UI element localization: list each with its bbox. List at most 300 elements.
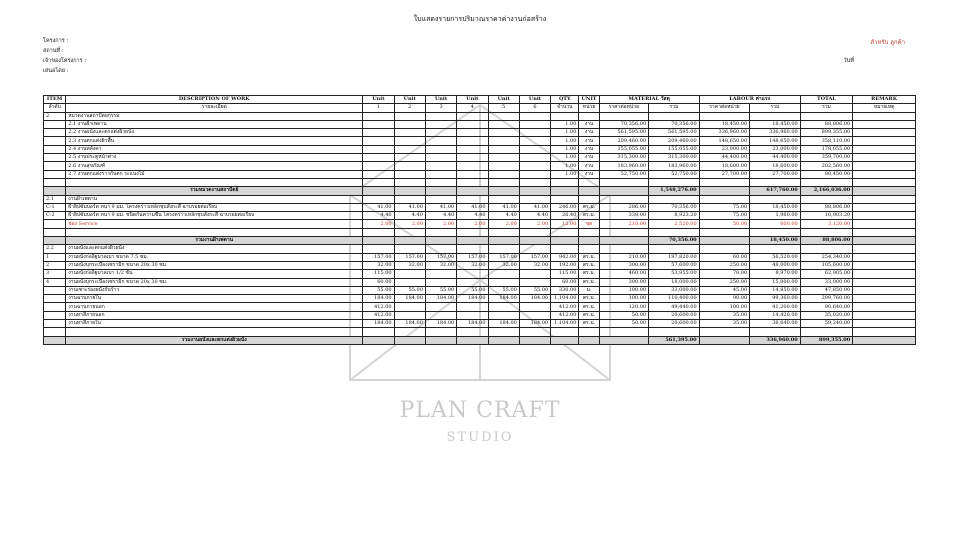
table-cell [649,178,700,186]
table-cell [599,336,649,344]
table-cell: งาน [579,120,599,128]
table-cell: 50.00 [699,220,750,228]
table-row [44,253,916,261]
table-cell [519,270,550,278]
table-cell: 18,450.00 [750,237,801,245]
table-cell [853,228,916,236]
table-cell [457,270,488,278]
table-cell: รวมงานฝ้าเพดาน [66,237,363,245]
table-cell [363,195,394,203]
table-cell [519,228,550,236]
table-cell [44,237,66,245]
table-cell: 246.00 [551,203,579,211]
table-cell: ตร.ม. [579,270,599,278]
table-cell [44,303,66,311]
table-cell: 47,850.00 [800,286,853,294]
table-cell [579,328,599,336]
table-cell [363,137,394,145]
table-cell [579,336,599,344]
table-cell: 4.40 [488,212,519,220]
table-cell: 155,055.00 [599,145,649,153]
table-cell [853,137,916,145]
table-cell: 254,340.00 [800,253,853,261]
table-cell [853,270,916,278]
table-row [44,154,916,162]
table-cell [425,170,456,178]
table-cell [363,187,394,195]
table-cell: 210.00 [599,253,649,261]
table-cell: 157.00 [394,253,425,261]
table-cell [488,178,519,186]
table-cell [551,178,579,186]
table-cell: 2.1 งานฝ้าเพดาน [66,120,363,128]
table-row [44,145,916,153]
table-cell [394,237,425,245]
table-cell: ฝ้ายิปซั่มบอร์ด หนา 9 มม. ชนิดกันความชื้น โครงคร่าวเหล็กชุบสังกะสี ฉาบรอยต่อเรียบ [66,212,363,220]
table-cell [44,170,66,178]
header-unit-5: Unit [488,96,519,104]
table-cell [394,303,425,311]
table-cell: 155,055.00 [649,145,700,153]
table-cell [425,245,456,253]
table-cell: ช่อง Service [66,220,363,228]
table-cell: 18,600.00 [699,162,750,170]
table-cell [599,328,649,336]
table-cell [551,237,579,245]
subheader-cell: รายละเอียด [66,104,363,112]
table-cell: 1.00 [551,137,579,145]
table-row [44,270,916,278]
table-cell: 1.00 [551,154,579,162]
table-cell [425,178,456,186]
table-cell: 52,750.00 [599,170,649,178]
table-cell [488,195,519,203]
table-cell: 250.00 [699,278,750,286]
table-cell: ตร.ม. [579,261,599,269]
table-cell: 184.00 [425,295,456,303]
table-cell [394,120,425,128]
table-cell [699,237,750,245]
subheader-cell: 5 [488,104,519,112]
table-cell [519,162,550,170]
table-cell: งานทาสีภายนอก [66,311,363,319]
subheader-cell: ราคาต่อหน่วย [599,104,649,112]
subtotal-row [44,187,916,195]
table-cell [44,137,66,145]
table-cell [488,270,519,278]
table-cell [425,154,456,162]
table-cell [488,145,519,153]
table-cell: ม. [579,286,599,294]
table-cell: ฝ้ายิปซั่มบอร์ด หนา 9 มม. โครงคร่าวเหล็กชุบสังกะสี ฉาบรอยต่อเรียบ [66,203,363,211]
table-cell: 336,960.00 [750,129,801,137]
subheader-cell: รวม [649,104,700,112]
table-cell [394,328,425,336]
table-cell [519,328,550,336]
table-cell: C-2 [44,212,66,220]
table-row [44,203,916,211]
table-cell [44,228,66,236]
table-cell: 184.00 [519,295,550,303]
table-cell [853,203,916,211]
table-cell [425,162,456,170]
location-label: สถานที่ : [43,48,64,54]
table-cell: 115.00 [363,270,394,278]
section-row [44,245,916,253]
table-cell [457,328,488,336]
table-cell: 184.00 [488,320,519,328]
table-cell [488,311,519,319]
table-cell: 2.3 งานตกแต่งผิวพื้น [66,137,363,145]
table-cell [488,278,519,286]
table-cell: 110,400.00 [649,295,700,303]
table-cell: 561,595.00 [599,129,649,137]
table-cell: 60.00 [699,253,750,261]
table-cell [519,120,550,128]
table-cell: C-1 [44,203,66,211]
table-row [44,228,916,236]
table-cell [599,237,649,245]
subheader-cell: 4 [457,104,488,112]
customer-label: สำหรับ ลูกค้า [870,39,905,46]
table-cell: 338.00 [599,212,649,220]
table-cell: 2.2 งานผนังและตกแต่งผิวผนัง [66,129,363,137]
table-cell: ตร.ม. [579,311,599,319]
table-cell [44,286,66,294]
table-cell [488,245,519,253]
document-title: ใบแสดงรายการปริมาณราคาค่างานก่อสร้าง [413,15,547,23]
table-cell: 1 [44,253,66,261]
table-cell [519,137,550,145]
table-cell: 2.7 งานตกแต่งราวกันตก ระแนงไม้ [66,170,363,178]
subheader-cell: หน่วย [579,104,599,112]
table-cell: 2,520.00 [649,220,700,228]
table-cell: 4.40 [363,212,394,220]
table-cell: 53,955.00 [649,270,700,278]
estimator-label: เสนอโดย : [43,68,69,74]
table-cell [853,245,916,253]
table-cell [363,328,394,336]
table-cell: 4 [44,278,66,286]
table-row [44,178,916,186]
subheader-cell: ลำดับ [44,104,66,112]
table-cell [363,178,394,186]
table-cell: 50.00 [599,320,649,328]
table-cell: 2.00 [425,220,456,228]
table-cell: งานทาสีภายใน [66,320,363,328]
table-cell: 57,600.00 [649,261,700,269]
table-cell [519,195,550,203]
table-cell [488,187,519,195]
table-cell [551,112,579,120]
table-row [44,278,916,286]
table-cell: 358,110.00 [800,137,853,145]
table-cell [425,270,456,278]
table-cell [425,137,456,145]
table-cell: 2.00 [363,220,394,228]
table-cell [599,195,649,203]
table-cell: 3 [44,270,66,278]
table-cell: ตร.ม. [579,253,599,261]
table-cell [488,237,519,245]
table-cell: 899,355.00 [800,129,853,137]
header-unit-4: Unit [457,96,488,104]
table-cell: 1,104.00 [551,320,579,328]
table-cell [363,170,394,178]
table-cell: 80,450.00 [800,170,853,178]
table-cell: 45.00 [699,286,750,294]
table-cell [519,303,550,311]
table-cell [394,145,425,153]
header-material: MATERIAL วัสดุ [599,96,699,104]
table-cell: 18,600.00 [750,162,801,170]
table-cell [853,286,916,294]
table-row [44,320,916,328]
table-cell [853,145,916,153]
table-cell [699,245,750,253]
table-cell: 2 [44,112,66,120]
table-cell [519,278,550,286]
table-cell [488,129,519,137]
boq-table [43,95,916,345]
table-cell [425,112,456,120]
table-cell: 4.40 [425,212,456,220]
table-cell [853,212,916,220]
table-cell [44,129,66,137]
table-cell: 50.00 [599,311,649,319]
table-cell: 1,104.00 [551,295,579,303]
table-cell: 2.6 งานสุขภัณฑ์ [66,162,363,170]
table-cell: 88,806.00 [800,237,853,245]
table-cell: 60.00 [551,278,579,286]
table-cell: 157.00 [363,253,394,261]
table-cell: 250.00 [699,261,750,269]
subheader-cell: 1 [363,104,394,112]
table-cell [699,178,750,186]
table-cell: 210.00 [599,220,649,228]
table-cell [425,328,456,336]
table-cell: 75.00 [699,203,750,211]
table-cell: 184.00 [488,295,519,303]
table-cell: งาน [579,145,599,153]
table-cell: 56,520.00 [750,253,801,261]
table-cell: 2 [44,261,66,269]
table-cell: 184.00 [394,295,425,303]
table-cell: งานฝ้าเพดาน [66,195,363,203]
table-cell [488,303,519,311]
table-cell [66,178,363,186]
table-cell [457,162,488,170]
table-cell [457,137,488,145]
table-cell: 59,240.00 [800,320,853,328]
table-cell: 412.00 [551,311,579,319]
table-cell: 300.00 [599,261,649,269]
table-cell: 2.2 [44,245,66,253]
table-cell [394,336,425,344]
table-cell [363,228,394,236]
table-cell: งาน [579,129,599,137]
table-cell: 35.00 [699,311,750,319]
table-cell: 70,356.00 [649,237,700,245]
owner-label: เจ้าของโครงการ : [43,58,87,64]
table-subheader-row [44,104,916,112]
table-cell [579,237,599,245]
table-cell [44,178,66,186]
table-cell [579,178,599,186]
table-row [44,286,916,294]
table-cell: 70,356.00 [649,203,700,211]
table-cell: 184.00 [457,295,488,303]
table-cell: 88,806.00 [800,203,853,211]
table-cell: 18,450.00 [750,120,801,128]
table-cell [425,278,456,286]
table-cell: 44,400.00 [750,154,801,162]
table-cell: 184.00 [363,320,394,328]
table-header-row [44,96,916,104]
subheader-cell: ราคาต่อหน่วย [699,104,750,112]
table-cell: 300.00 [599,278,649,286]
table-cell: 197,820.00 [649,253,700,261]
watermark-subtitle: STUDIO [446,430,514,445]
table-cell [649,228,700,236]
table-cell: ตร.ม. [579,278,599,286]
table-cell [425,237,456,245]
table-cell [800,195,853,203]
table-cell: 27,700.00 [699,170,750,178]
table-cell: 184.00 [519,320,550,328]
table-cell [579,112,599,120]
table-cell [394,112,425,120]
table-cell [519,245,550,253]
table-cell [750,228,801,236]
table-cell [699,328,750,336]
table-cell [551,195,579,203]
table-cell [853,303,916,311]
table-cell [363,120,394,128]
table-cell: 32.00 [425,261,456,269]
section-row [44,112,916,120]
table-cell [599,187,649,195]
table-cell: งานฉาบภายนอก [66,303,363,311]
table-cell: 55.00 [488,286,519,294]
table-cell [649,328,700,336]
table-cell [519,187,550,195]
table-cell [457,120,488,128]
table-cell [457,170,488,178]
table-cell: 617,760.00 [750,187,801,195]
table-cell: 120.00 [599,303,649,311]
table-cell: 8,923.20 [649,212,700,220]
table-cell: 4.40 [457,212,488,220]
table-cell [853,170,916,178]
table-cell: 32.00 [363,261,394,269]
header-qty: QTY [551,96,579,104]
table-cell: 18,000.00 [649,278,700,286]
table-cell [853,295,916,303]
table-cell: 192.00 [551,261,579,269]
header-unit-3: Unit [425,96,456,104]
table-cell: 55.00 [425,286,456,294]
table-cell [488,120,519,128]
table-cell: 32.00 [488,261,519,269]
table-cell [800,328,853,336]
table-cell [800,178,853,186]
table-cell [44,336,66,344]
table-cell: 49,440.00 [649,303,700,311]
table-cell: ตร.ม. [579,212,599,220]
table-cell: 3,120.00 [800,220,853,228]
table-cell: 184.00 [425,320,456,328]
table-cell [699,336,750,344]
table-cell: 41.00 [488,203,519,211]
table-cell: งานผนังบุกระเบื้องเซรามิก ขนาด 20x 30 ซม. [66,278,363,286]
table-cell: 1.00 [551,170,579,178]
table-cell: 600.00 [750,220,801,228]
table-row [44,303,916,311]
table-cell: 18,450.00 [750,203,801,211]
header-labour: LABOUR ค่าแรง [699,96,800,104]
table-cell: 330.00 [551,286,579,294]
table-cell [750,195,801,203]
table-cell [853,320,916,328]
table-cell: 70,356.00 [649,120,700,128]
table-cell [425,187,456,195]
table-cell [394,170,425,178]
table-cell [519,112,550,120]
table-cell [457,278,488,286]
table-cell [44,220,66,228]
table-cell: ตร.ม. [579,203,599,211]
table-cell: 148,650.00 [750,137,801,145]
table-cell: 315,300.00 [599,154,649,162]
table-cell: 157.00 [457,253,488,261]
table-cell [853,253,916,261]
table-cell [699,228,750,236]
table-cell [750,245,801,253]
table-cell [699,112,750,120]
table-cell [44,320,66,328]
table-cell [457,129,488,137]
table-cell [394,278,425,286]
table-cell: 157.00 [425,253,456,261]
table-cell: 561,595.00 [649,129,700,137]
table-cell: หมวดงานสถาปัตยกรรม [66,112,363,120]
table-cell: 1,980.00 [750,212,801,220]
table-cell: งานผนังก่ออิฐมวลเบา ขนาด 7.5 ซม. [66,253,363,261]
subheader-cell: หมายเหตุ [853,104,916,112]
table-cell: 178,055.00 [800,145,853,153]
table-cell [853,328,916,336]
table-cell: 1.00 [551,145,579,153]
table-cell: 286.00 [599,203,649,211]
table-cell [457,303,488,311]
table-cell: 209,460.00 [599,137,649,145]
table-cell [363,162,394,170]
table-cell [44,187,66,195]
table-cell: 52,750.00 [649,170,700,178]
table-cell [853,154,916,162]
table-cell: 32.00 [457,261,488,269]
table-cell [394,178,425,186]
table-cell [649,245,700,253]
header-item: ITEM [44,96,66,104]
table-cell: 412.00 [551,303,579,311]
table-cell [599,228,649,236]
table-cell: 183,960.00 [649,162,700,170]
subheader-cell: 2 [394,104,425,112]
table-cell [457,187,488,195]
table-row [44,162,916,170]
